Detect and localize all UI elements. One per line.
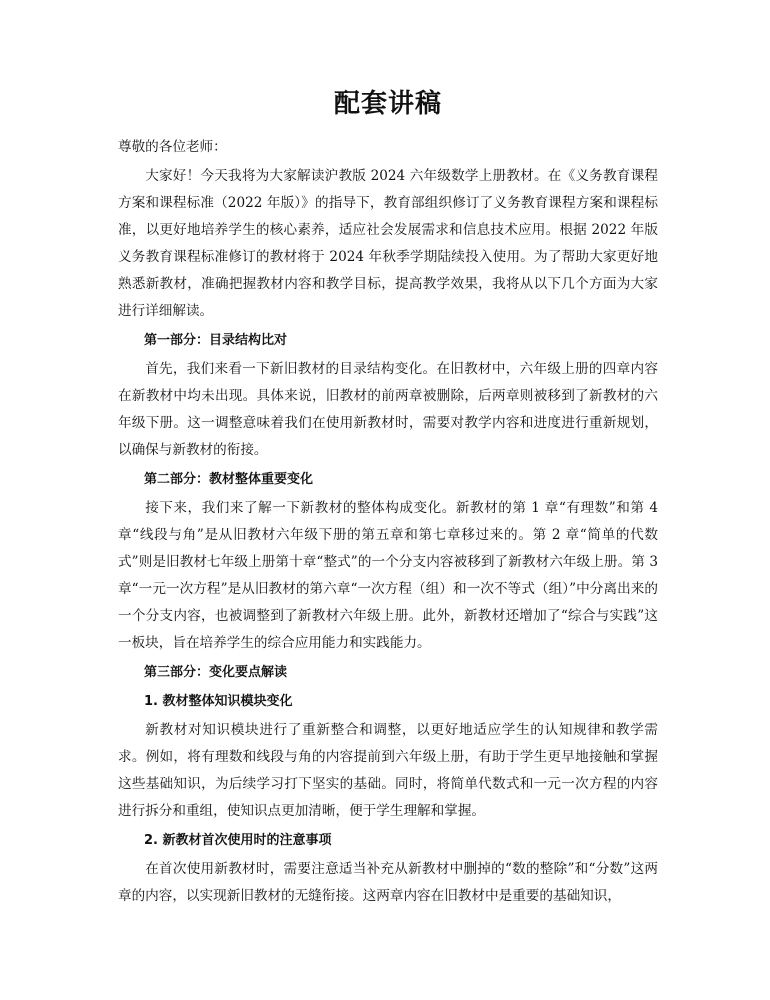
part3-sub2-paragraph: 在首次使用新教材时，需要注意适当补充从新教材中删掉的“数的整除”和“分数”这两章的内容，以实现新旧教材的无缝衔接。这两章内容在旧教材中是重要的基础知识， [118,861,658,904]
part3-sub1-heading: 1. 教材整体知识模块变化 [144,694,293,709]
part1-paragraph: 首先，我们来看一下新旧教材的目录结构变化。在旧教材中，六年级上册的四章内容在新教材中均未出现。具体来说，旧教材的前两章被删除，后两章则被移到了新教材的六年级下册。这一调整意味着我们在使用新教材时，需要对教学内容和进度进行重新规划，以确保与新教材的衔接。 [118,361,658,458]
part2-paragraph: 接下来，我们来了解一下新教材的整体构成变化。新教材的第 1 章“有理数”和第 4 章“线段与角”是从旧教材六年级下册的第五章和第七章移过来的。第 2 章“简单的代数式”则是旧教材七年级上册第十章“整式”的一个分支内容被移到了新教材六年级上册。第 3 章“一元一次方程”是从旧教材的第六章“一次方程（组）和一次不等式（组）”中分离出来的一个分支内容，也被调整到了新教材六年级上册。此外，新教材还增加了“综合与实践”这一板块，旨在培养学生的综合应用能力和实践能力。 [118,500,658,651]
part1-heading: 第一部分：目录结构比对 [144,333,288,348]
part2-heading: 第二部分：教材整体重要变化 [144,472,314,487]
greeting: 尊敬的各位老师： [118,139,227,155]
page-title: 配套讲稿 [333,89,442,119]
part3-sub2-heading: 2. 新教材首次使用时的注意事项 [144,833,332,848]
intro-paragraph: 大家好！今天我将为大家解读沪教版 2024 六年级数学上册教材。在《义务教育课程方案和课程标准（2022 年版）》的指导下，教育部组织修订了义务教育课程方案和课程标准，以更好地培养学生的核心素养，适应社会发展需求和信息技术应用。根据 2022 年版义务教育课程标准修订的教材将于 2024 年秋季学期陆续投入使用。为了帮助大家更好地熟悉新教材，准确把握教材内容和教学目标，提高教学效果，我将从以下几个方面为大家进行详细解读。 [118,168,658,319]
document-page [118,86,658,912]
part3-sub1-paragraph: 新教材对知识模块进行了重新整合和调整，以更好地适应学生的认知规律和教学需求。例如，将有理数和线段与角的内容提前到六年级上册，有助于学生更早地接触和掌握这些基础知识，为后续学习打下坚实的基础。同时，将简单代数式和一元一次方程的内容进行拆分和重组，使知识点更加清晰，便于学生理解和掌握。 [118,722,658,819]
part3-heading: 第三部分：变化要点解读 [144,665,288,680]
